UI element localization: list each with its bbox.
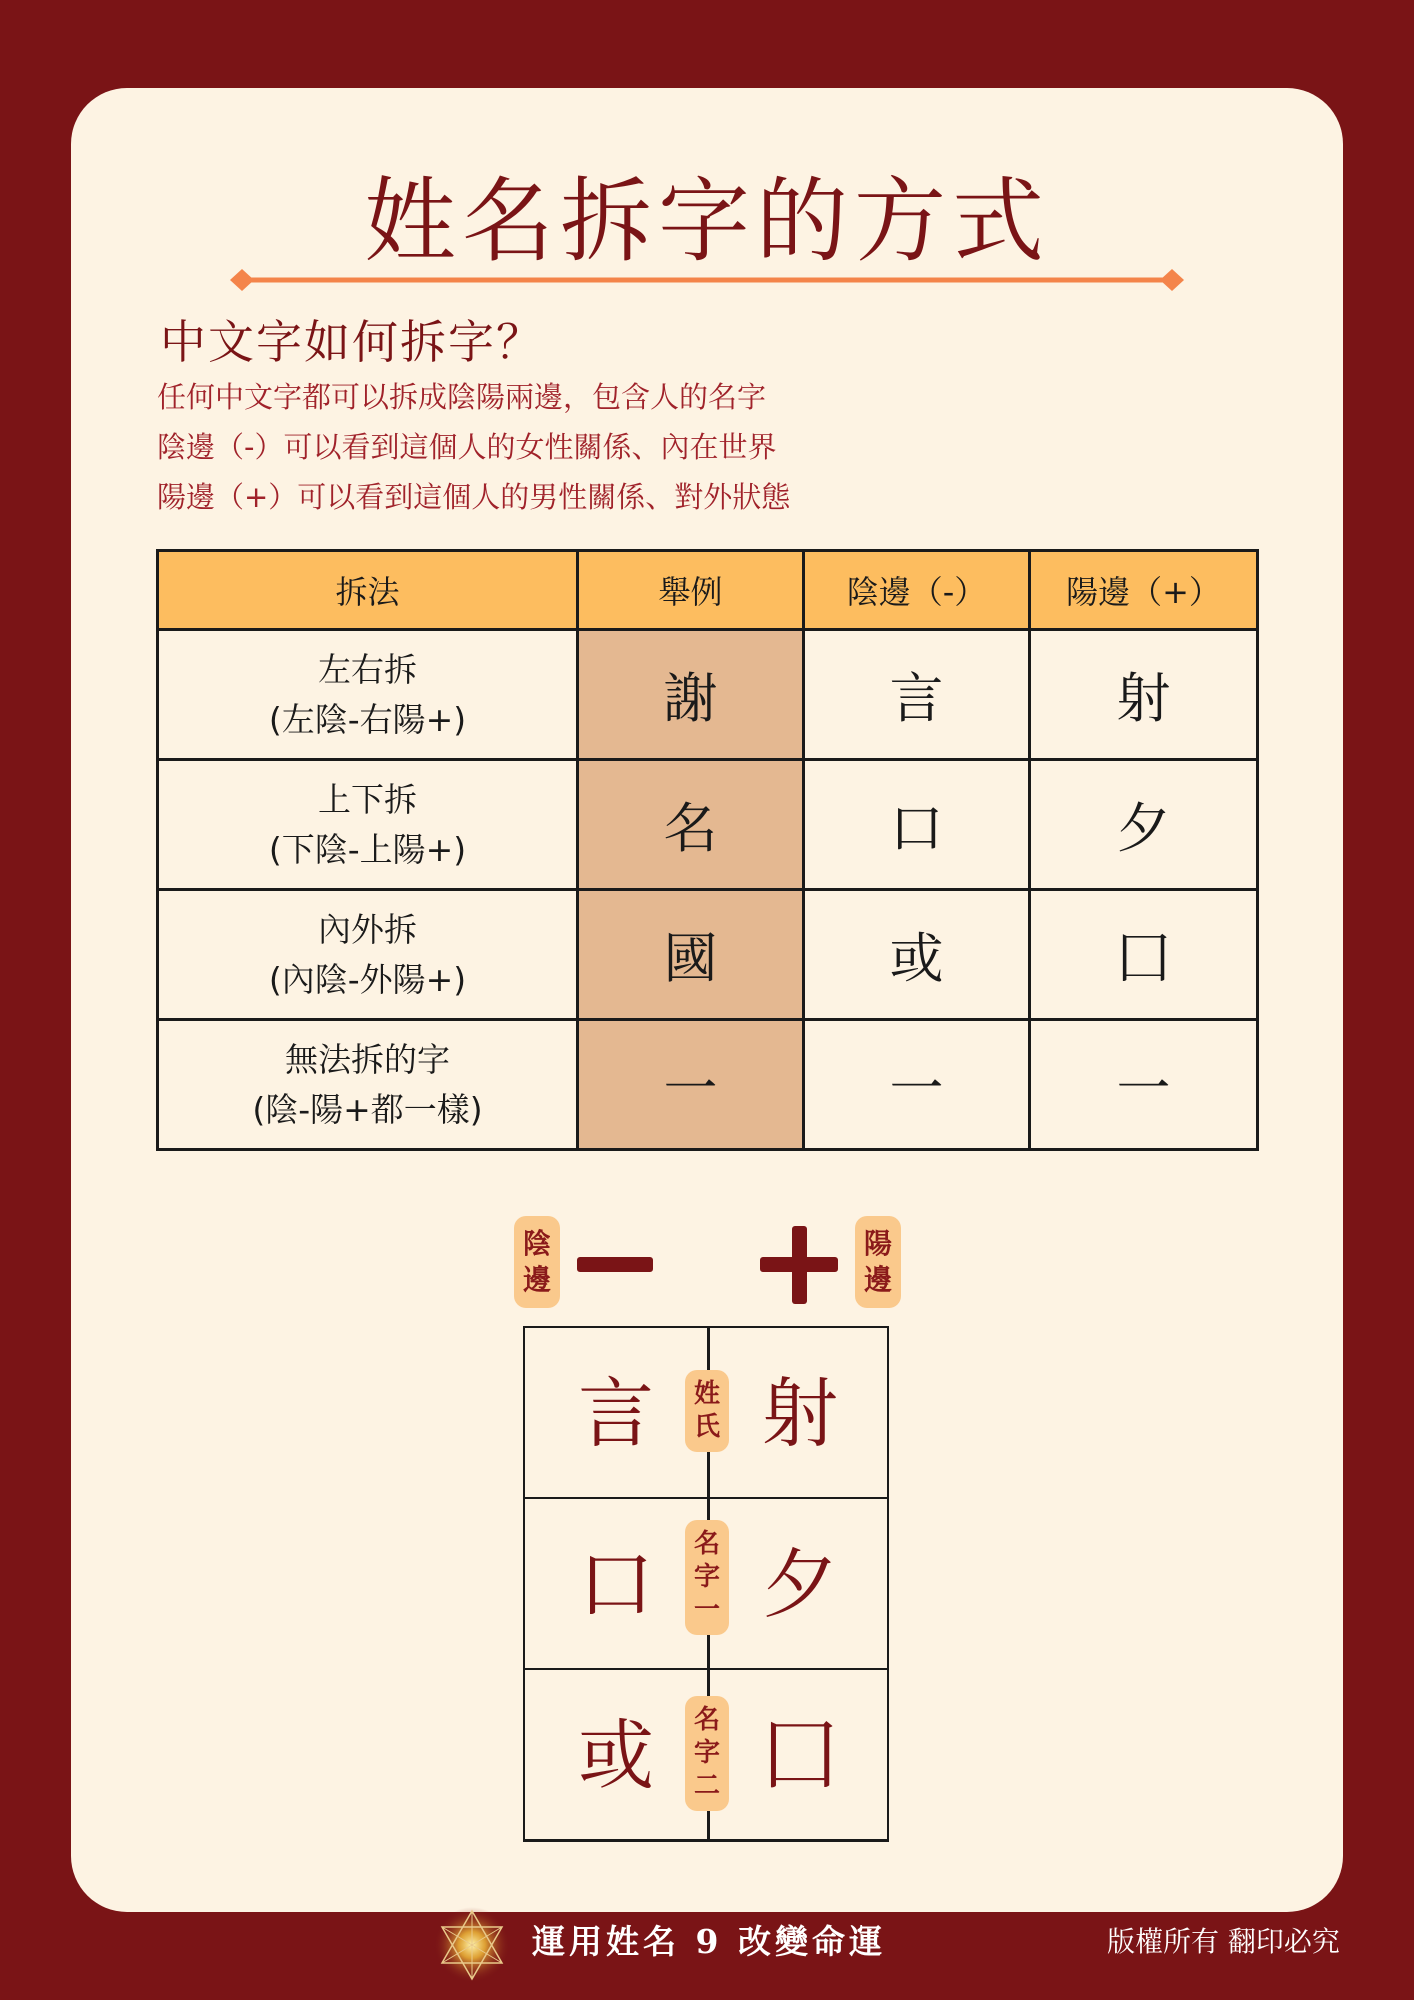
example-char: 名 bbox=[578, 760, 804, 890]
method-rule: (左陰-右陽+) bbox=[268, 699, 467, 739]
example-char: 國 bbox=[578, 890, 804, 1020]
yang-char: 射 bbox=[1030, 630, 1258, 760]
yang-char: 囗 bbox=[762, 1711, 838, 1800]
header-yang: 陽邊（+） bbox=[1030, 551, 1258, 630]
method-name: 上下拆 bbox=[318, 779, 417, 819]
header-yin: 陰邊（-） bbox=[804, 551, 1030, 630]
star-logo-icon bbox=[432, 1905, 512, 1985]
tag-char: 邊 bbox=[522, 1263, 551, 1296]
name-1-tag bbox=[685, 1520, 729, 1635]
example-char: 一 bbox=[578, 1020, 804, 1150]
surname-tag bbox=[685, 1370, 729, 1452]
tag-char: 名 bbox=[693, 1529, 720, 1559]
tag-char: 名 bbox=[693, 1705, 720, 1735]
method-cell bbox=[158, 890, 578, 1020]
table-row bbox=[158, 890, 1258, 1020]
yin-char: 言 bbox=[578, 1369, 654, 1458]
yang-char: 射 bbox=[762, 1369, 838, 1458]
tag-char: 陽 bbox=[863, 1227, 892, 1260]
method-rule: (內陰-外陽+) bbox=[268, 959, 467, 999]
method-rule: (陰-陽+都一樣) bbox=[252, 1089, 483, 1129]
yin-char: 口 bbox=[578, 1540, 654, 1629]
method-cell bbox=[158, 630, 578, 760]
method-rule: (下陰-上陽+) bbox=[268, 829, 467, 869]
example-char: 謝 bbox=[578, 630, 804, 760]
table-row bbox=[158, 760, 1258, 890]
minus-icon bbox=[577, 1257, 653, 1272]
tag-char: 字 bbox=[693, 1562, 720, 1592]
yang-char: 囗 bbox=[1030, 890, 1258, 1020]
yang-char: 夕 bbox=[1030, 760, 1258, 890]
tag-char: 字 bbox=[693, 1738, 720, 1768]
tag-char: 一 bbox=[693, 1595, 720, 1625]
title-divider bbox=[230, 268, 1184, 292]
yin-char: 或 bbox=[804, 890, 1030, 1020]
yin-char: 一 bbox=[804, 1020, 1030, 1150]
tag-char: 二 bbox=[693, 1771, 720, 1801]
method-name: 無法拆的字 bbox=[285, 1039, 450, 1079]
table-row bbox=[158, 1020, 1258, 1150]
yang-char: 一 bbox=[1030, 1020, 1258, 1150]
intro-line: 陰邊（-）可以看到這個人的女性關係、內在世界 bbox=[157, 430, 777, 464]
table-header-row bbox=[158, 551, 1258, 630]
tag-char: 氏 bbox=[693, 1412, 720, 1442]
footer-copyright: 版權所有 翻印必究 bbox=[1107, 1925, 1340, 1958]
page-title: 姓名拆字的方式 bbox=[363, 168, 1050, 275]
yin-char: 或 bbox=[578, 1711, 654, 1800]
yin-char: 言 bbox=[804, 630, 1030, 760]
intro-line: 任何中文字都可以拆成陰陽兩邊，包含人的名字 bbox=[157, 380, 767, 414]
split-methods-table bbox=[156, 549, 1259, 1151]
yin-char: 口 bbox=[804, 760, 1030, 890]
method-name: 內外拆 bbox=[318, 909, 417, 949]
tag-char: 姓 bbox=[693, 1379, 720, 1409]
section-heading: 中文字如何拆字？ bbox=[160, 315, 544, 369]
method-cell bbox=[158, 1020, 578, 1150]
yin-side-tag bbox=[514, 1216, 560, 1308]
yang-side-tag bbox=[855, 1216, 901, 1308]
plus-icon-vertical bbox=[792, 1226, 807, 1304]
intro-text bbox=[157, 372, 790, 522]
header-method: 拆法 bbox=[158, 551, 578, 630]
intro-line: 陽邊（+）可以看到這個人的男性關係、對外狀態 bbox=[157, 480, 791, 514]
tag-char: 邊 bbox=[863, 1263, 892, 1296]
yang-char: 夕 bbox=[762, 1540, 838, 1629]
tag-char: 陰 bbox=[522, 1227, 551, 1260]
header-example: 舉例 bbox=[578, 551, 804, 630]
method-name: 左右拆 bbox=[318, 649, 417, 689]
name-2-tag bbox=[685, 1696, 729, 1811]
footer-series-title: 運用姓名 9 改變命運 bbox=[532, 1922, 886, 1961]
table-row bbox=[158, 630, 1258, 760]
method-cell bbox=[158, 760, 578, 890]
